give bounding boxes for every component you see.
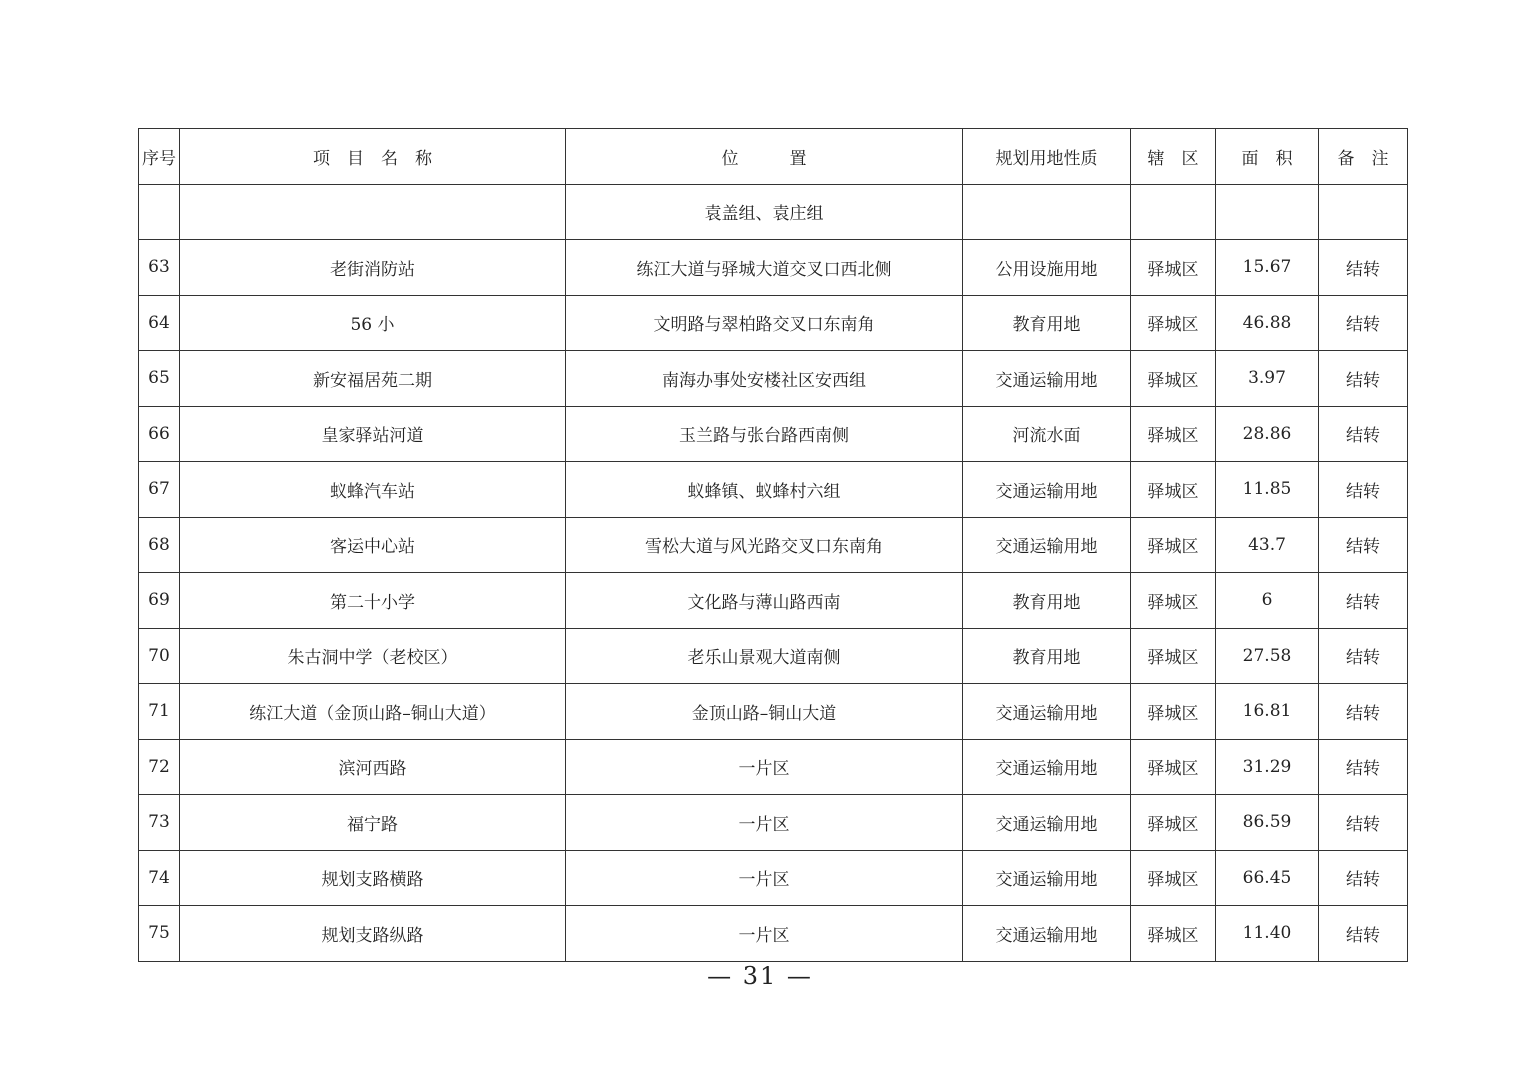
cell-remarks — [1319, 184, 1408, 240]
cell-district: 驿城区 — [1131, 795, 1216, 851]
cell-index: 73 — [139, 795, 180, 851]
cell-district: 驿城区 — [1131, 351, 1216, 407]
cell-land-use: 交通运输用地 — [963, 739, 1131, 795]
cell-location: 一片区 — [566, 850, 963, 906]
cell-area: 3.97 — [1216, 351, 1319, 407]
header-land-use: 规划用地性质 — [963, 129, 1131, 185]
cell-location: 一片区 — [566, 795, 963, 851]
cell-project-name: 规划支路纵路 — [180, 906, 566, 962]
cell-index: 63 — [139, 240, 180, 296]
cell-land-use: 交通运输用地 — [963, 850, 1131, 906]
cell-index: 65 — [139, 351, 180, 407]
cell-land-use: 公用设施用地 — [963, 240, 1131, 296]
table-row — [139, 462, 1408, 518]
land-use-table — [138, 128, 1408, 962]
header-district: 辖 区 — [1131, 129, 1216, 185]
cell-land-use: 交通运输用地 — [963, 462, 1131, 518]
cell-project-name: 56 小 — [180, 295, 566, 351]
cell-district: 驿城区 — [1131, 406, 1216, 462]
cell-location: 蚁蜂镇、蚁蜂村六组 — [566, 462, 963, 518]
cell-project-name: 客运中心站 — [180, 517, 566, 573]
cell-location: 练江大道与驿城大道交叉口西北侧 — [566, 240, 963, 296]
cell-location: 袁盖组、袁庄组 — [566, 184, 963, 240]
cell-land-use: 教育用地 — [963, 573, 1131, 629]
cell-land-use: 教育用地 — [963, 295, 1131, 351]
cell-index: 74 — [139, 850, 180, 906]
cell-remarks: 结转 — [1319, 573, 1408, 629]
cell-area: 15.67 — [1216, 240, 1319, 296]
cell-remarks: 结转 — [1319, 906, 1408, 962]
cell-location: 老乐山景观大道南侧 — [566, 628, 963, 684]
cell-index: 71 — [139, 684, 180, 740]
table-row — [139, 850, 1408, 906]
table-row — [139, 406, 1408, 462]
header-index: 序号 — [139, 129, 180, 185]
cell-project-name: 新安福居苑二期 — [180, 351, 566, 407]
cell-index: 75 — [139, 906, 180, 962]
cell-remarks: 结转 — [1319, 406, 1408, 462]
cell-area — [1216, 184, 1319, 240]
cell-district: 驿城区 — [1131, 240, 1216, 296]
cell-land-use: 交通运输用地 — [963, 351, 1131, 407]
cell-area: 11.85 — [1216, 462, 1319, 518]
cell-area: 66.45 — [1216, 850, 1319, 906]
header-area: 面 积 — [1216, 129, 1319, 185]
cell-project-name — [180, 184, 566, 240]
cell-district: 驿城区 — [1131, 462, 1216, 518]
cell-location: 玉兰路与张台路西南侧 — [566, 406, 963, 462]
cell-land-use: 教育用地 — [963, 628, 1131, 684]
cell-remarks: 结转 — [1319, 240, 1408, 296]
cell-area: 6 — [1216, 573, 1319, 629]
cell-index: 64 — [139, 295, 180, 351]
cell-location: 一片区 — [566, 739, 963, 795]
table-row — [139, 906, 1408, 962]
table-body — [139, 184, 1408, 961]
cell-project-name: 朱古洞中学（老校区） — [180, 628, 566, 684]
page-number: — 31 — — [707, 962, 813, 990]
cell-district: 驿城区 — [1131, 517, 1216, 573]
cell-location: 文明路与翠柏路交叉口东南角 — [566, 295, 963, 351]
cell-remarks: 结转 — [1319, 351, 1408, 407]
cell-land-use: 交通运输用地 — [963, 795, 1131, 851]
cell-location: 南海办事处安楼社区安西组 — [566, 351, 963, 407]
cell-project-name: 滨河西路 — [180, 739, 566, 795]
cell-location: 文化路与薄山路西南 — [566, 573, 963, 629]
cell-project-name: 第二十小学 — [180, 573, 566, 629]
cell-area: 31.29 — [1216, 739, 1319, 795]
cell-area: 86.59 — [1216, 795, 1319, 851]
header-project-name: 项 目 名 称 — [180, 129, 566, 185]
table-row — [139, 351, 1408, 407]
cell-remarks: 结转 — [1319, 739, 1408, 795]
cell-land-use: 交通运输用地 — [963, 517, 1131, 573]
table-row — [139, 573, 1408, 629]
cell-area: 28.86 — [1216, 406, 1319, 462]
cell-location: 雪松大道与风光路交叉口东南角 — [566, 517, 963, 573]
cell-remarks: 结转 — [1319, 462, 1408, 518]
cell-district — [1131, 184, 1216, 240]
cell-land-use: 河流水面 — [963, 406, 1131, 462]
cell-index: 66 — [139, 406, 180, 462]
cell-project-name: 福宁路 — [180, 795, 566, 851]
cell-remarks: 结转 — [1319, 850, 1408, 906]
cell-district: 驿城区 — [1131, 295, 1216, 351]
cell-district: 驿城区 — [1131, 628, 1216, 684]
cell-index: 68 — [139, 517, 180, 573]
cell-area: 16.81 — [1216, 684, 1319, 740]
table-row — [139, 628, 1408, 684]
cell-project-name: 蚁蜂汽车站 — [180, 462, 566, 518]
cell-project-name: 老街消防站 — [180, 240, 566, 296]
cell-remarks: 结转 — [1319, 628, 1408, 684]
cell-land-use: 交通运输用地 — [963, 906, 1131, 962]
table-row — [139, 240, 1408, 296]
cell-project-name: 皇家驿站河道 — [180, 406, 566, 462]
cell-district: 驿城区 — [1131, 573, 1216, 629]
cell-location: 一片区 — [566, 906, 963, 962]
table-row — [139, 684, 1408, 740]
cell-remarks: 结转 — [1319, 795, 1408, 851]
header-remarks: 备 注 — [1319, 129, 1408, 185]
cell-remarks: 结转 — [1319, 684, 1408, 740]
cell-index: 70 — [139, 628, 180, 684]
cell-index — [139, 184, 180, 240]
cell-index: 67 — [139, 462, 180, 518]
cell-area: 27.58 — [1216, 628, 1319, 684]
cell-project-name: 规划支路横路 — [180, 850, 566, 906]
cell-index: 72 — [139, 739, 180, 795]
cell-remarks: 结转 — [1319, 517, 1408, 573]
header-location: 位 置 — [566, 129, 963, 185]
cell-area: 11.40 — [1216, 906, 1319, 962]
table-row — [139, 517, 1408, 573]
cell-project-name: 练江大道（金顶山路–铜山大道） — [180, 684, 566, 740]
cell-remarks: 结转 — [1319, 295, 1408, 351]
cell-location: 金顶山路–铜山大道 — [566, 684, 963, 740]
table-row — [139, 295, 1408, 351]
cell-area: 43.7 — [1216, 517, 1319, 573]
cell-index: 69 — [139, 573, 180, 629]
cell-district: 驿城区 — [1131, 739, 1216, 795]
cell-land-use: 交通运输用地 — [963, 684, 1131, 740]
cell-district: 驿城区 — [1131, 684, 1216, 740]
cell-district: 驿城区 — [1131, 906, 1216, 962]
cell-area: 46.88 — [1216, 295, 1319, 351]
table-row — [139, 795, 1408, 851]
table-row — [139, 739, 1408, 795]
cell-district: 驿城区 — [1131, 850, 1216, 906]
table-header-row — [139, 129, 1408, 185]
table-row — [139, 184, 1408, 240]
cell-land-use — [963, 184, 1131, 240]
